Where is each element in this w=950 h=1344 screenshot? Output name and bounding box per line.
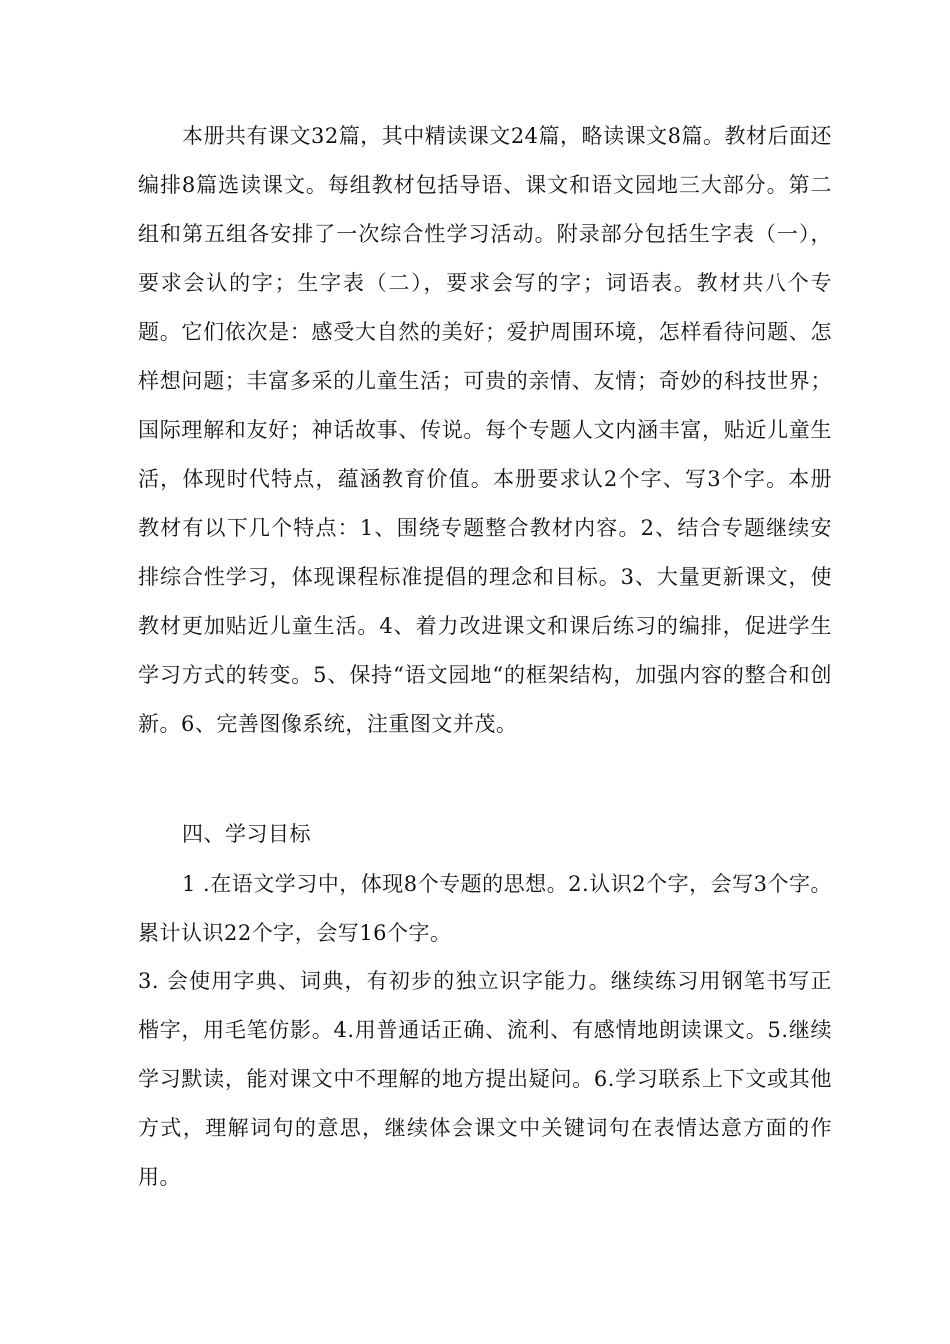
goals-paragraph-1: 1 .在语文学习中，体现8个专题的思想。2.认识2个字，会写3个字。累计认识22个字，会写16个字。 bbox=[138, 872, 832, 945]
goals-paragraph-2: 3. 会使用字典、词典，有初步的独立识字能力。继续练习用钢笔书写正楷字，用毛笔仿影。4.用普通话正确、流利、有感情地朗读课文。5.继续学习默读，能对课文中不理解的地方提出疑问。6.学习联系上下文或其他方式，理解词句的意思，继续体会课文中关键词句在表情达意方面的作用。 bbox=[138, 969, 832, 1189]
intro-paragraph: 本册共有课文32篇，其中精读课文24篇，略读课文8篇。教材后面还编排8篇选读课文。每组教材包括导语、课文和语文园地三大部分。第二组和第五组各安排了一次综合性学习活动。附录部分包括生字表（一），要求会认的字；生字表（二），要求会写的字；词语表。教材共八个专题。它们依次是：感受大自然的美好；爱护周围环境，怎样看待问题、怎样想问题；丰富多采的儿童生活；可贵的亲情、友情；奇妙的科技世界；国际理解和友好；神话故事、传说。每个专题人文内涵丰富，贴近儿童生活，体现时代特点，蕴涵教育价值。本册要求认2个字、写3个字。本册教材有以下几个特点：1、围绕专题整合教材内容。2、结合专题继续安排综合性学习，体现课程标准提倡的理念和目标。3、大量更新课文，使教材更加贴近儿童生活。4、着力改进课文和课后练习的编排，促进学生学习方式的转变。5、保持“语文园地“的框架结构，加强内容的整合和创新。6、完善图像系统，注重图文并茂。 bbox=[138, 124, 832, 736]
section-heading: 四、学习目标 bbox=[182, 822, 311, 846]
